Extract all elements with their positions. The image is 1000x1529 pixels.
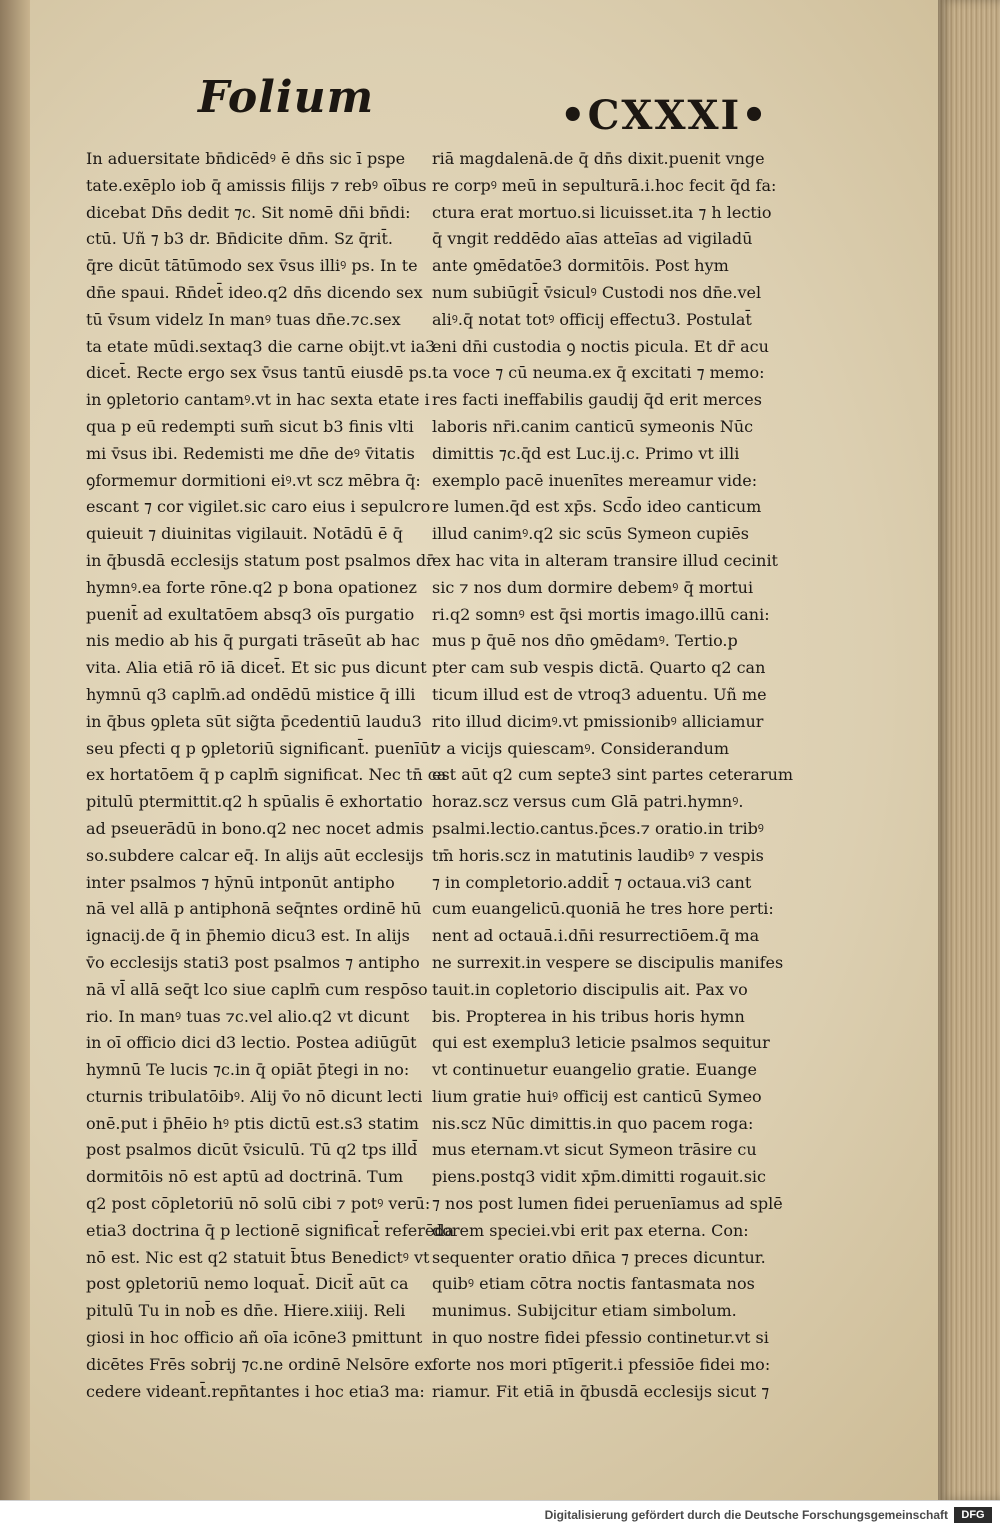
- text-line: eni dn̄i custodia ꝯ noctis picula. Et dr̄ acu: [432, 336, 769, 356]
- running-header-word: Folium: [198, 72, 375, 123]
- text-line: in quo nostre fidei pfessio continetur.vt si: [432, 1328, 769, 1348]
- text-line: nis medio ab his q̄ purgati trāseūt ab hac: [86, 631, 420, 651]
- text-line: ri.q2 somnꝰ est q̄si mortis imago.illū cani:: [432, 604, 770, 624]
- text-line: hymnū q3 caplm̄.ad ondēdū mistice q̄ illi: [86, 684, 416, 704]
- text-line: qua p eū redempti sum̄ sicut b3 finis vlti: [86, 416, 414, 436]
- text-line: bis. Propterea in his tribus horis hymn: [432, 1006, 745, 1026]
- text-line: ⁊ in completorio.addit̄ ⁊ octaua.vi3 cant: [432, 872, 752, 892]
- text-line: tate.exēplo iob q̄ amissis filijs ⁊ rebꝰ oībus: [86, 175, 427, 195]
- text-line: v̄o ecclesijs stati3 post psalmos ⁊ antipho: [86, 952, 420, 972]
- text-line: puenit̄ ad exultatōem absq3 oīs purgatio: [86, 604, 415, 624]
- text-line: ex hortatōem q̄ p caplm̄ significat. Nec tn̄ ca: [86, 765, 447, 785]
- text-line: piens.postq3 vidit xp̄m.dimitti rogauit.sic: [432, 1167, 767, 1187]
- text-line: pitulū ptermittit.q2 h spūalis ē exhortatio: [86, 792, 423, 812]
- footer-credit-text: Digitalisierung gefördert durch die Deutsche Forschungsgemeinschaft: [544, 1508, 948, 1522]
- text-line: cturnis tribulatōibꝰ. Alij v̄o nō dicunt lecti: [86, 1086, 423, 1106]
- text-line: est aūt q2 cum septe3 sint partes ceterarum: [432, 765, 794, 785]
- text-line: vita. Alia etiā rō iā dicet̄. Et sic pus dicunt: [86, 658, 427, 678]
- text-line: riamur. Fit etiā in q̄busdā ecclesijs sicut ⁊: [432, 1381, 770, 1401]
- text-line: ctū. Uñ ⁊ b3 dr. Bn̄dicite dn̄m. Sz q̄rit̄.: [86, 229, 393, 249]
- text-line: ⁊ a vicijs quiescamꝰ. Considerandum: [432, 738, 730, 758]
- text-line: in q̄bus ꝯpleta sūt sig̃ta p̄cedentiū laudu3: [86, 711, 422, 731]
- text-line: horaz.scz versus cum Glā patri.hymnꝰ.: [432, 792, 744, 812]
- text-line: ta voce ⁊ cū neuma.ex q̄ excitati ⁊ memo:: [432, 363, 765, 383]
- text-line: ignacij.de q̄ in p̄hemio dicu3 est. In alijs: [86, 926, 410, 946]
- text-line: escant ⁊ cor vigilet.sic caro eius i sepulcro: [86, 497, 431, 517]
- text-line: in oī officio dici d3 lectio. Postea adiūgūt: [86, 1033, 417, 1053]
- text-column-left: [86, 146, 455, 1405]
- text-line: q̄re dicūt tātūmodo sex v̄sus illiꝰ ps. In te: [86, 256, 418, 276]
- text-line: ante ꝯmēdatōe3 dormitōis. Post hym: [432, 256, 729, 276]
- text-line: dicētes Frēs sobrij ⁊c.ne ordinē Nelsōre ex: [86, 1354, 433, 1374]
- footer-bar: [0, 1500, 1000, 1529]
- text-line: rio. In manꝰ tuas ⁊c.vel alio.q2 vt dicunt: [86, 1006, 410, 1026]
- text-line: re corpꝰ meū in sepulturā.i.hoc fecit q̄d fa:: [432, 175, 777, 195]
- text-line: lium gratie huiꝰ officij est canticū Symeo: [432, 1086, 762, 1106]
- text-line: ctura erat mortuo.si licuisset.ita ⁊ h lectio: [432, 202, 772, 222]
- text-line: quieuit ⁊ diuinitas vigilauit. Notādū ē q̄: [86, 524, 403, 544]
- text-line: ex hac vita in alteram transire illud cecinit: [432, 550, 778, 570]
- text-line: etia3 doctrina q̄ p lectionē significat̄ referēda: [86, 1220, 455, 1240]
- text-line: seu pfecti q p ꝯpletoriū significant̄. puenīūt: [86, 738, 437, 758]
- text-line: munimus. Subijcitur etiam simbolum.: [432, 1301, 737, 1321]
- dfg-logo: DFG: [954, 1507, 992, 1523]
- page-edges: [938, 0, 1000, 1500]
- text-line: dorem speciei.vbi erit pax eterna. Con:: [432, 1220, 749, 1240]
- text-line: rito illud dicimꝰ.vt pmissionibꝰ alliciamur: [432, 711, 764, 731]
- text-line: laboris nr̄i.canim canticū symeonis Nūc: [432, 416, 754, 436]
- text-line: nō est. Nic est q2 statuit b̄tus Benedictꝰ vt: [86, 1247, 430, 1267]
- text-line: hymnū Te lucis ⁊c.in q̄ opiāt p̄tegi in no:: [86, 1060, 410, 1080]
- text-line: ticum illud est de vtroq3 aduentu. Uñ me: [432, 684, 767, 704]
- text-line: nis.scz Nūc dimittis.in quo pacem roga:: [432, 1113, 754, 1133]
- text-line: pitulū Tu in nob̄ es dn̄e. Hiere.xiiij. Reli: [86, 1301, 406, 1321]
- text-line: In aduersitate bn̄dicēdꝰ ē dn̄s sic ī pspe: [86, 149, 406, 168]
- text-line: post psalmos dicūt v̄siculū. Tū q2 tps illd̄: [86, 1140, 418, 1160]
- text-line: onē.put i p̄hēio hꝰ ptis dictū est.s3 statim: [86, 1113, 419, 1133]
- text-line: psalmi.lectio.cantus.p̄ces.⁊ oratio.in tribꝰ: [432, 818, 764, 838]
- text-line: mus p q̄uē nos dn̄o ꝯmēdamꝰ. Tertio.p: [432, 631, 738, 651]
- text-line: dn̄e spaui. Rn̄det̄ ideo.q2 dn̄s dicendo sex: [86, 282, 423, 302]
- text-line: re lumen.q̄d est xp̄s. Scd̄o ideo canticum: [432, 497, 762, 517]
- text-line: mus eternam.vt sicut Symeon trāsire cu: [432, 1140, 757, 1160]
- text-column-right: [432, 146, 794, 1405]
- text-line: quibꝰ etiam cōtra noctis fantasmata nos: [432, 1274, 755, 1294]
- text-line: res facti ineffabilis gaudij q̄d erit merces: [432, 390, 762, 410]
- text-line: exemplo pacē inuenītes mereamur vide:: [432, 470, 758, 490]
- book-gutter-shadow: [0, 0, 30, 1500]
- text-line: so.subdere calcar eq̄. In alijs aūt ecclesijs: [86, 845, 424, 865]
- text-line: q̄ vngit reddēdo aīas atteīas ad vigiladū: [432, 229, 753, 249]
- text-line: ꝯformemur dormitioni eiꝰ.vt scz mēbra q̄:: [86, 470, 421, 490]
- text-line: tū v̄sum videlz In manꝰ tuas dn̄e.⁊c.sex: [86, 309, 401, 329]
- text-line: nā vel allā p antiphonā seq̄ntes ordinē hū: [86, 899, 422, 919]
- text-line: q2 post cōpletoriū nō solū cibi ⁊ potꝰ verū:: [86, 1194, 431, 1214]
- text-line: num subiūgit̄ v̄siculꝰ Custodi nos dn̄e.vel: [432, 282, 762, 302]
- text-line: cum euangelicū.quoniā he tres hore perti:: [432, 899, 774, 919]
- text-line: post ꝯpletoriū nemo loquat̄. Dicit̄ aūt ca: [86, 1274, 409, 1294]
- text-line: ⁊ nos post lumen fidei peruenīamus ad splē: [432, 1194, 783, 1214]
- text-line: illud canimꝰ.q2 sic scūs Symeon cupiēs: [432, 524, 749, 544]
- text-line: dicebat Dn̄s dedit ⁊c. Sit nomē dn̄i bn̄di:: [86, 202, 411, 222]
- text-line: nent ad octauā.i.dn̄i resurrectiōem.q̄ ma: [432, 926, 760, 946]
- text-line: forte nos mori ptīgerit.i pfessiōe fidei mo:: [432, 1354, 771, 1374]
- text-line: dormitōis nō est aptū ad doctrinā. Tum: [86, 1167, 404, 1187]
- text-line: vt continuetur euangelio gratie. Euange: [432, 1060, 757, 1080]
- text-line: giosi in hoc officio añ oīa icōne3 pmittunt: [86, 1328, 423, 1348]
- text-line: ad pseuerādū in bono.q2 nec nocet admis: [86, 818, 424, 838]
- text-line: aliꝰ.q̄ notat totꝰ officij effectu3. Postulat̄: [432, 309, 752, 329]
- text-line: ta etate mūdi.sextaq3 die carne obijt.vt ia3: [86, 336, 436, 356]
- folio-number: •CXXXI•: [560, 92, 769, 139]
- text-line: nā vl̄ allā seq̄t lco siue caplm̄ cum respōso: [86, 979, 428, 999]
- text-line: cedere videant̄.repn̄tantes i hoc etia3 ma:: [86, 1381, 425, 1401]
- text-line: dimittis ⁊c.q̄d est Luc.ij.c. Primo vt illi: [432, 443, 740, 463]
- text-line: dicet̄. Recte ergo sex v̄sus tantū eiusdē ps.: [86, 363, 433, 383]
- text-line: in q̄busdā ecclesijs statum post psalmos dr̄: [86, 550, 434, 570]
- text-line: hymnꝰ.ea forte rōne.q2 p bona opationez: [86, 577, 417, 597]
- text-line: inter psalmos ⁊ hȳnū intponūt antipho: [86, 872, 395, 892]
- text-line: qui est exemplu3 leticie psalmos sequitur: [432, 1033, 770, 1053]
- text-line: mi v̄sus ibi. Redemisti me dn̄e deꝰ v̄itatis: [86, 443, 415, 463]
- text-line: pter cam sub vespis dictā. Quarto q2 can: [432, 658, 766, 678]
- text-line: sic ⁊ nos dum dormire debemꝰ q̄ mortui: [432, 577, 754, 597]
- text-line: tm̄ horis.scz in matutinis laudibꝰ ⁊ vespis: [432, 845, 764, 865]
- text-line: ne surrexit.in vespere se discipulis manifes: [432, 952, 784, 972]
- text-line: sequenter oratio dn̄ica ⁊ preces dicuntur.: [432, 1247, 766, 1267]
- text-line: riā magdalenā.de q̄ dn̄s dixit.puenit vnge: [432, 149, 765, 168]
- text-line: tauit.in copletorio discipulis ait. Pax vo: [432, 979, 748, 999]
- text-line: in ꝯpletorio cantamꝰ.vt in hac sexta etate i: [86, 390, 430, 410]
